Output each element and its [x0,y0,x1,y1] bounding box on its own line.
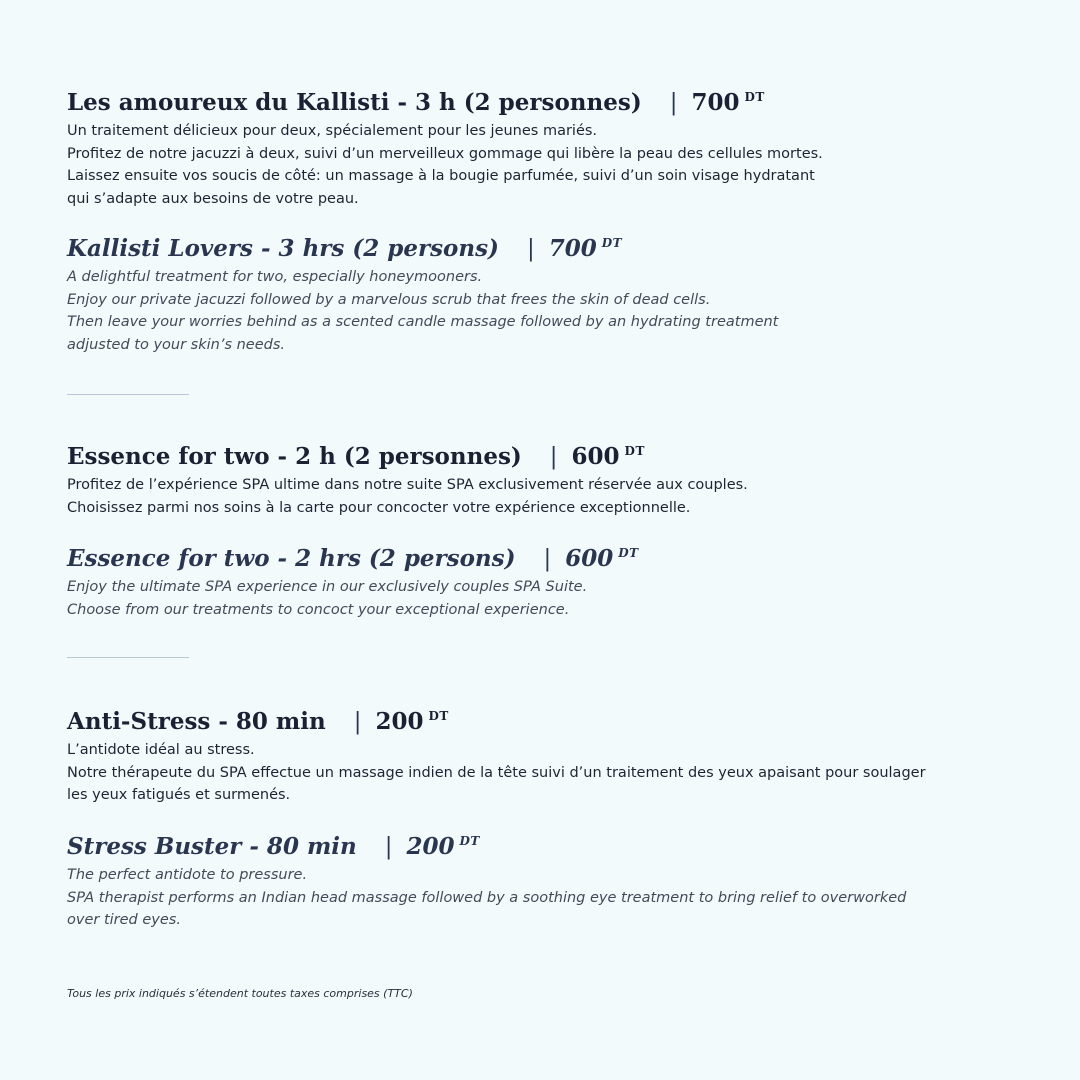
description-line: A delightful treatment for two, especially honeymooners. [67,269,483,285]
price-currency: DT [618,546,639,560]
price-separator: | [669,90,678,116]
treatment-name: Les amoureux du Kallisti - 3 h (2 personnes) [67,89,642,116]
description-line: Profitez de l’expérience SPA ultime dans notre suite SPA exclusivement réservée aux couples. [67,477,748,493]
tax-footnote: Tous les prix indiqués s’étendent toutes taxes comprises (TTC) [67,987,413,1000]
treatment-description [67,266,1027,356]
treatment-antistress-fr [67,701,1027,807]
treatment-description [67,739,1027,807]
price-separator: | [543,546,552,572]
treatment-price: 200 [406,833,455,860]
treatment-price: 200 [375,708,424,735]
treatment-name: Anti-Stress - 80 min [67,708,326,735]
price-separator: | [353,709,362,735]
description-line: Choisissez parmi nos soins à la carte pour concocter votre expérience exceptionnelle. [67,499,691,516]
section-divider [67,657,189,658]
treatment-price: 700 [548,235,597,262]
treatment-kallisti-fr [67,82,1027,210]
description-line: Un traitement délicieux pour deux, spécialement pour les jeunes mariés. [67,123,598,139]
price-currency: DT [744,90,765,104]
treatment-essence-en [67,538,1027,621]
price-separator: | [384,834,393,860]
description-line: Choose from our treatments to concoct your exceptional experience. [67,601,570,618]
description-line: adjusted to your skin’s needs. [67,336,286,353]
treatment-essence-fr [67,436,1027,519]
treatment-title [67,436,1027,472]
description-line: Laissez ensuite vos soucis de côté: un massage à la bougie parfumée, suivi d’un soin visage hydratant [67,168,815,184]
price-currency: DT [428,709,449,723]
description-line: The perfect antidote to pressure. [67,867,308,883]
description-line: Enjoy the ultimate SPA experience in our exclusively couples SPA Suite. [67,579,588,595]
price-separator: | [549,444,558,470]
description-line: Enjoy our private jacuzzi followed by a marvelous scrub that frees the skin of dead cells. [67,291,711,308]
treatment-price: 600 [571,443,620,470]
description-line: SPA therapist performs an Indian head massage followed by a soothing eye treatment to bring relief to overworked [67,889,907,906]
treatment-title [67,538,1027,574]
treatment-description [67,864,1027,932]
treatment-description [67,120,1027,210]
treatment-stressbuster-en [67,826,1027,932]
description-line: qui s’adapte aux besoins de votre peau. [67,190,359,207]
description-line: les yeux fatigués et surmenés. [67,787,291,803]
description-line: L’antidote idéal au stress. [67,742,255,758]
treatment-name: Kallisti Lovers - 3 hrs (2 persons) [67,235,499,262]
treatment-name: Stress Buster - 80 min [67,833,357,860]
description-line: Profitez de notre jacuzzi à deux, suivi d’un merveilleux gommage qui libère la peau des cellules mortes. [67,145,823,162]
price-currency: DT [624,444,645,458]
description-line: Then leave your worries behind as a scented candle massage followed by an hydrating treatment [67,314,779,330]
description-line: Notre thérapeute du SPA effectue un massage indien de la tête suivi d’un traitement des yeux apaisant pour soulager [67,764,926,781]
treatment-price: 600 [565,545,614,572]
price-separator: | [526,236,535,262]
treatment-title [67,826,1027,862]
treatment-description [67,576,1027,621]
treatment-title [67,701,1027,737]
treatment-name: Essence for two - 2 h (2 personnes) [67,443,522,470]
section-divider [67,394,189,395]
treatment-title [67,228,1027,264]
treatment-price: 700 [691,89,740,116]
treatment-name: Essence for two - 2 hrs (2 persons) [67,545,516,572]
description-line: over tired eyes. [67,912,181,928]
treatment-title [67,82,1027,118]
treatment-kallisti-en [67,228,1027,356]
price-currency: DT [459,834,480,848]
price-currency: DT [601,236,623,250]
treatment-description [67,474,1027,519]
